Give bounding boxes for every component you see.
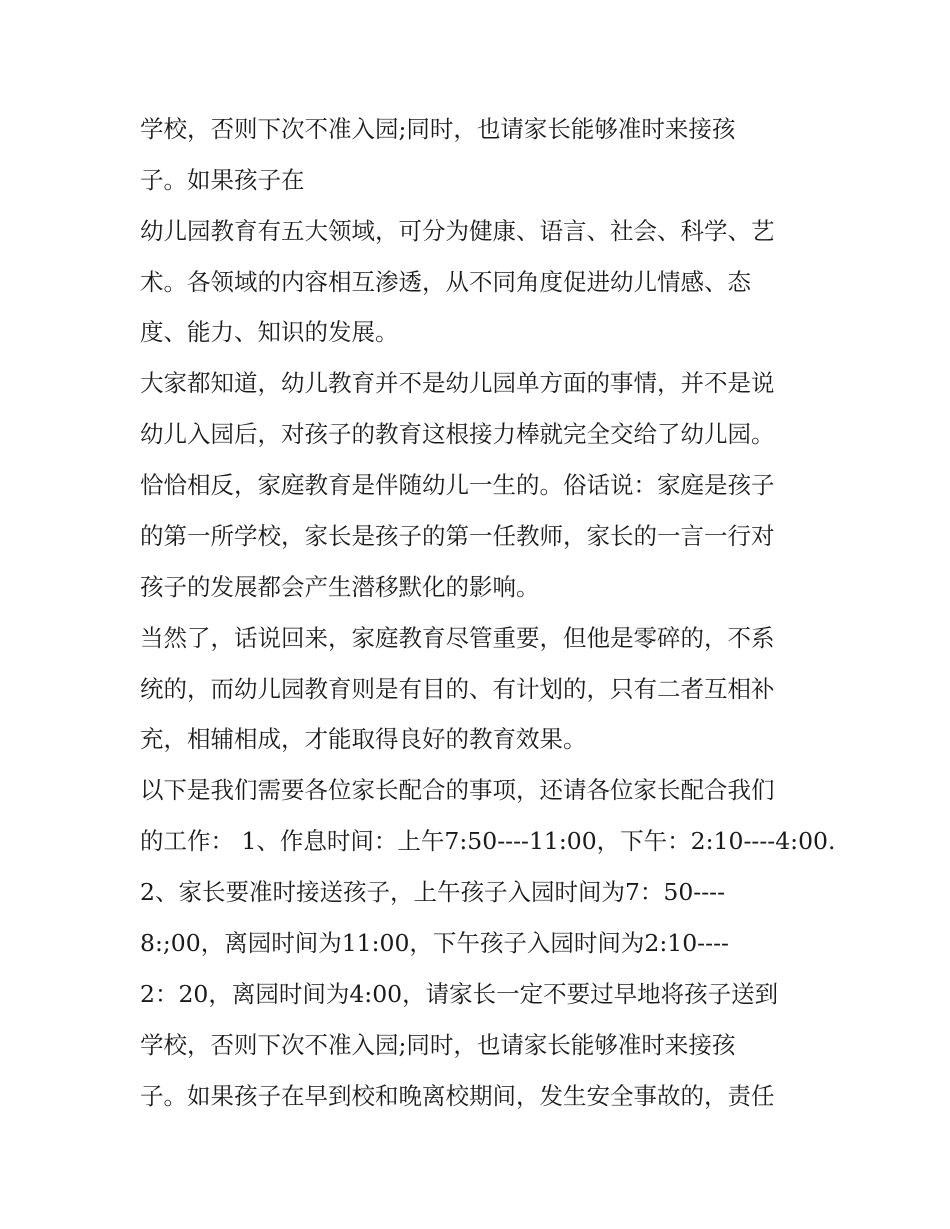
text-line: 以下是我们需要各位家长配合的事项，还请各位家长配合我们 [140, 776, 775, 804]
text-line: 子。如果孩子在 [140, 166, 305, 194]
text-line: 当然了，话说回来，家庭教育尽管重要，但他是零碎的，不系 [140, 624, 775, 652]
text-line: 的工作： 1、作息时间：上午7:50----11:00，下午：2:10----4:00. [140, 827, 836, 855]
text-line: 统的，而幼儿园教育则是有目的、有计划的，只有二者互相补 [140, 675, 775, 703]
text-line: 大家都知道，幼儿教育并不是幼儿园单方面的事情，并不是说 [140, 369, 775, 397]
text-line: 术。各领域的内容相互渗透，从不同角度促进幼儿情感、态 [140, 268, 751, 296]
text-line: 2、家长要准时接送孩子，上午孩子入园时间为7：50---- [140, 878, 726, 906]
text-line: 幼儿入园后，对孩子的教育这根接力棒就完全交给了幼儿园。 [140, 420, 775, 448]
text-line: 学校，否则下次不准入园;同时，也请家长能够准时来接孩 [140, 1031, 736, 1059]
text-line: 子。如果孩子在早到校和晚离校期间，发生安全事故的，责任 [140, 1082, 775, 1110]
text-line: 恰恰相反，家庭教育是伴随幼儿一生的。俗话说：家庭是孩子 [140, 471, 775, 499]
text-line: 孩子的发展都会产生潜移默化的影响。 [140, 573, 540, 601]
text-line: 学校，否则下次不准入园;同时，也请家长能够准时来接孩 [140, 115, 736, 143]
text-line: 8:;00，离园时间为11:00，下午孩子入园时间为2:10---- [140, 929, 729, 957]
text-line: 的第一所学校，家长是孩子的第一任教师，家长的一言一行对 [140, 522, 775, 550]
text-line: 2：20，离园时间为4:00，请家长一定不要过早地将孩子送到 [140, 980, 779, 1008]
text-line: 度、能力、知识的发展。 [140, 318, 399, 346]
text-line: 幼儿园教育有五大领域，可分为健康、语言、社会、科学、艺 [140, 217, 775, 245]
text-line: 充，相辅相成，才能取得良好的教育效果。 [140, 725, 587, 753]
